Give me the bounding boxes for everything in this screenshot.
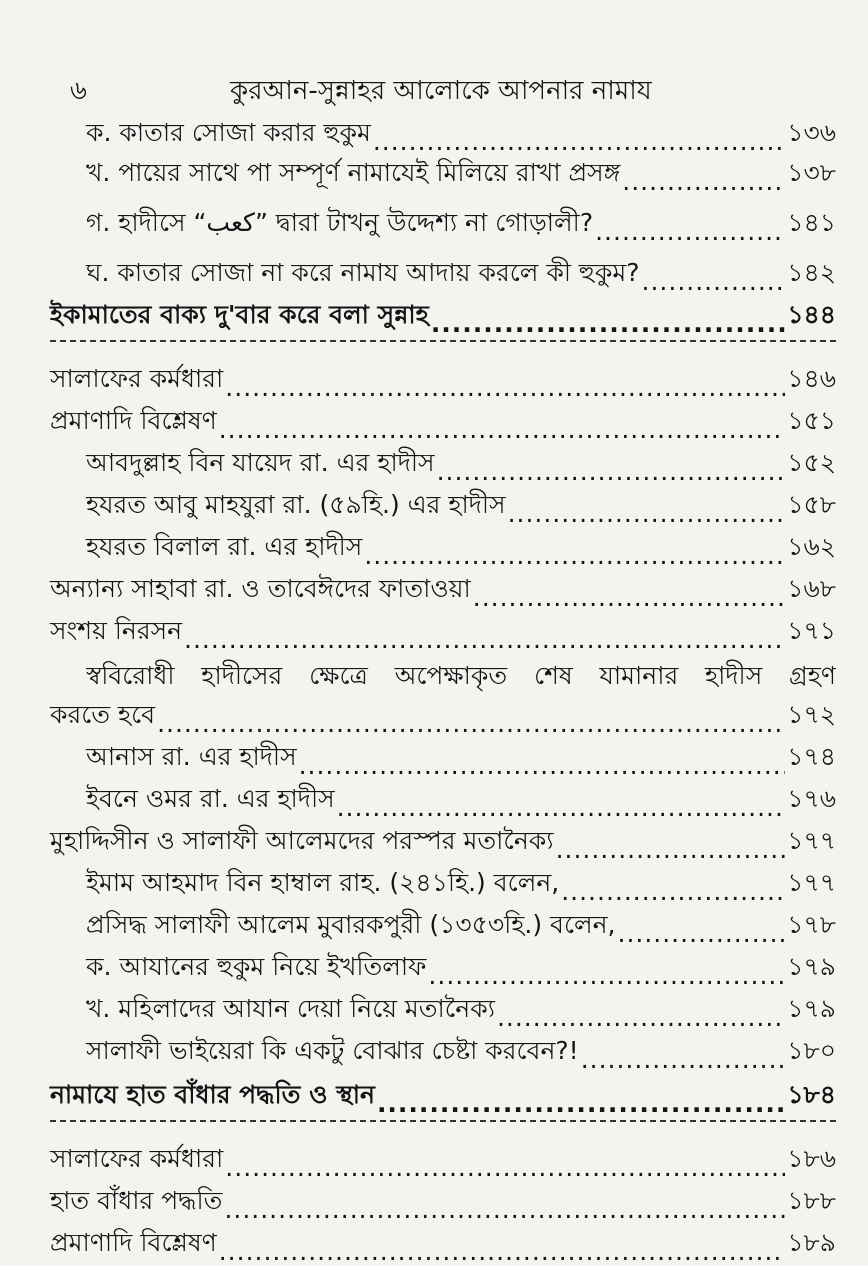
toc-entry-title: ইকামাতের বাক্য দু'বার করে বলা সুন্নাহ — [50, 300, 429, 329]
toc-entry-title: ঘ. কাতার সোজা না করে নামায আদায় করলে কী হুকুম? — [86, 258, 640, 287]
toc-entry-page: ১৭৯ — [787, 994, 836, 1023]
toc-entry-title: হাত বাঁধার পদ্ধতি — [50, 1186, 223, 1215]
toc-entry-page: ১৭৪ — [787, 742, 836, 771]
dot-leader — [561, 877, 785, 906]
toc-entry — [50, 824, 836, 864]
toc-entry — [86, 908, 836, 948]
toc-entry-page: ১৭৭ — [787, 826, 836, 855]
toc-entry — [86, 950, 836, 990]
dot-leader — [225, 373, 785, 402]
toc-entry — [86, 256, 836, 296]
toc-entry-page: ১৮৪ — [787, 1080, 836, 1109]
toc-entry-page: ১৪২ — [787, 258, 836, 287]
toc-entry-page: ১৫২ — [787, 448, 836, 477]
dot-leader — [225, 1153, 785, 1182]
dot-leader — [497, 1003, 785, 1032]
toc-entry — [86, 782, 836, 822]
toc-entry — [50, 362, 836, 402]
toc-entry — [50, 698, 836, 738]
toc-entry — [50, 1184, 836, 1224]
dot-leader — [473, 583, 786, 612]
dot-leader — [224, 1195, 785, 1224]
dot-leader — [618, 919, 786, 948]
toc-entry — [86, 530, 836, 570]
toc-entry-page: ১৮০ — [787, 1036, 836, 1065]
toc-entry-title: ইমাম আহমাদ বিন হাম্বাল রাহ. (২৪১হি.) বলেন, — [86, 868, 560, 897]
dot-leader — [622, 167, 785, 196]
toc-entry — [86, 866, 836, 906]
toc-entry-title: নামাযে হাত বাঁধার পদ্ধতি ও স্থান — [50, 1080, 375, 1109]
toc-entry-title: মুহাদ্দিসীন ও সালাফী আলেমদের পরস্পর মতানৈক্য — [50, 826, 554, 855]
toc-entry-page: ১৩৮ — [787, 158, 836, 187]
toc-entry-page: ১৬২ — [787, 532, 836, 561]
toc-section-heading — [50, 1078, 836, 1122]
dot-leader — [431, 309, 786, 338]
toc-entry-title: আবদুল্লাহ বিন যায়েদ রা. এর হাদীস — [86, 448, 435, 477]
toc-entry-title: আনাস রা. এর হাদীস — [86, 742, 297, 771]
toc-entry — [50, 1226, 836, 1266]
toc-entry — [86, 446, 836, 486]
page-number: ৬ — [70, 76, 87, 106]
dot-leader — [364, 541, 785, 570]
toc-entry-title: গ. হাদীসে “كعب” দ্বারা টাখনু উদ্দেশ্য না গোড়ালী? — [86, 208, 594, 237]
toc-entry-page: ১৬৮ — [787, 574, 836, 603]
toc-entry-page: ১৮৬ — [787, 1144, 836, 1173]
dot-leader — [184, 625, 785, 654]
dot-leader — [377, 1089, 785, 1118]
dot-leader — [556, 835, 786, 864]
running-title: কুরআন-সুন্নাহর আলোকে আপনার নামায — [230, 76, 652, 106]
dot-leader — [428, 961, 785, 990]
toc-entry-title: খ. মহিলাদের আযান দেয়া নিয়ে মতানৈক্য — [86, 994, 495, 1023]
toc-entry-page: ১৮৮ — [787, 1186, 836, 1215]
dot-leader — [437, 457, 786, 486]
toc-entry — [86, 156, 836, 196]
dot-leader — [581, 1045, 786, 1074]
toc-entry-title: ক. আযানের হুকুম নিয়ে ইখতিলাফ — [86, 952, 427, 981]
dot-leader — [337, 793, 786, 822]
toc-entry-page: ১৪১ — [787, 208, 836, 237]
toc-entry-page: ১৭৯ — [787, 952, 836, 981]
toc-entry-title: প্রসিদ্ধ সালাফী আলেম মুবারকপুরী (১৩৫৩হি.) বলেন, — [86, 910, 616, 939]
toc-entry-title-line2: করতে হবে — [50, 700, 156, 729]
toc-entry-page: ১৭২ — [787, 700, 836, 729]
toc-entry-title-line1: স্ববিরোধী হাদীসের ক্ষেত্রে অপেক্ষাকৃত শেষ যামানার হাদীস গ্রহণ — [86, 661, 836, 690]
toc-entry — [50, 572, 836, 612]
dot-leader — [373, 127, 785, 156]
toc-entry — [86, 1034, 836, 1074]
toc-entry-title: সালাফের কর্মধারা — [50, 1144, 224, 1173]
toc-entry-title: খ. পায়ের সাথে পা সম্পূর্ণ নামাযেই মিলিয়ে রাখা প্রসঙ্গ — [86, 158, 621, 187]
dot-leader — [219, 415, 786, 444]
toc-entry-page: ১৭৬ — [787, 784, 836, 813]
toc-entry-title: হযরত আবু মাহযুরা রা. (৫৯হি.) এর হাদীস — [86, 490, 506, 519]
toc-entry-title: সালাফী ভাইয়েরা কি একটু বোঝার চেষ্টা করবেন?! — [86, 1036, 579, 1065]
dot-leader — [299, 751, 786, 780]
toc-entry — [86, 992, 836, 1032]
toc-entry — [50, 404, 836, 444]
toc-entry-title: সংশয় নিরসন — [50, 616, 183, 645]
toc-section-heading — [50, 298, 836, 342]
toc-entry-title: ইবনে ওমর রা. এর হাদীস — [86, 784, 335, 813]
toc-entry-title: প্রমাণাদি বিশ্লেষণ — [50, 406, 217, 435]
dot-leader — [508, 499, 786, 528]
toc-entry-title: প্রমাণাদি বিশ্লেষণ — [50, 1228, 217, 1257]
toc-entry-page: ১৮৯ — [787, 1228, 836, 1257]
toc-entry-page: ১৪৬ — [787, 364, 836, 393]
dot-leader — [157, 709, 785, 738]
toc-entry — [86, 740, 836, 780]
toc-entry-title: ক. কাতার সোজা করার হুকুম — [86, 118, 371, 147]
toc-entry — [50, 1142, 836, 1182]
toc-entry — [50, 614, 836, 654]
dot-leader — [219, 1237, 786, 1266]
toc-entry-page: ১৫১ — [787, 406, 836, 435]
toc-entry-page: ১৪৪ — [787, 300, 836, 329]
toc-entry-page: ১৫৮ — [787, 490, 836, 519]
toc-entry-title: সালাফের কর্মধারা — [50, 364, 224, 393]
toc-entry-page: ১৭৭ — [787, 868, 836, 897]
dot-leader — [642, 267, 786, 296]
toc-entry-title: হযরত বিলাল রা. এর হাদীস — [86, 532, 363, 561]
toc-entry-page: ১৩৬ — [787, 118, 836, 147]
toc-entry — [86, 206, 836, 246]
toc-entry-title: অন্যান্য সাহাবা রা. ও তাবেঈদের ফাতাওয়া — [50, 574, 471, 603]
toc-entry — [86, 116, 836, 156]
toc-entry-page: ১৭৮ — [787, 910, 836, 939]
toc-entry — [86, 488, 836, 528]
toc-entry-page: ১৭১ — [787, 616, 836, 645]
dot-leader — [595, 217, 785, 246]
